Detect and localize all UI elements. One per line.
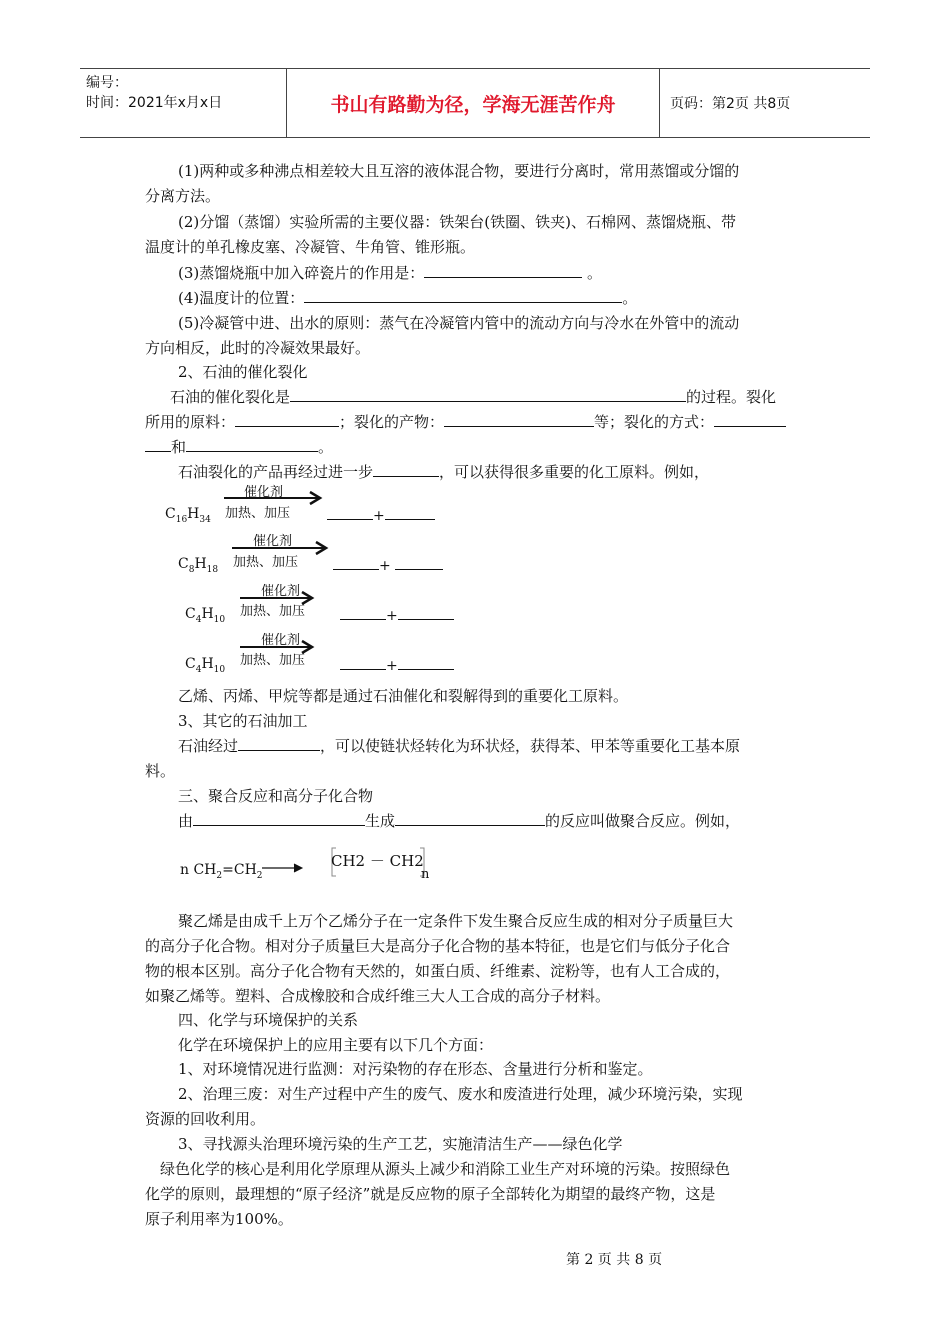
section-heading: 四、化学与环境保护的关系 <box>178 1011 359 1029</box>
reaction-arrow <box>262 862 306 874</box>
paragraph-line <box>178 288 843 308</box>
paragraph-line: (1)两种或多种沸点相差较大且互溶的液体混合物，要进行分离时，常用蒸馏或分馏的 <box>178 162 740 180</box>
paragraph-line: 绿色化学的核心是利用化学原理从源头上减少和消除工业生产对环境的污染。按照绿色 <box>160 1160 731 1178</box>
answer-blank[interactable] <box>385 505 435 520</box>
question-text: ，可以获得很多重要的化工原料。例如， <box>439 463 710 481</box>
catalyst-label: 催化剂 <box>261 633 301 648</box>
condition-label: 加热、加压 <box>225 506 291 521</box>
answer-blank[interactable] <box>395 811 545 826</box>
answer-blank[interactable] <box>304 288 622 303</box>
condition-label: 加热、加压 <box>233 555 299 570</box>
answer-blank[interactable] <box>145 437 171 452</box>
answer-blank[interactable] <box>333 555 379 570</box>
catalyst-label: 催化剂 <box>253 534 293 549</box>
section-heading: 3、其它的石油加工 <box>178 712 308 730</box>
reactant-formula: $C_{16}H_{34}$ <box>165 506 211 525</box>
question-text: 所用的原料： <box>145 413 236 431</box>
polymer-reactant: n $CH_2=CH_2$ <box>180 862 263 881</box>
paragraph-line <box>178 811 843 831</box>
answer-blank[interactable] <box>186 437 318 452</box>
product-blanks: + <box>333 555 443 574</box>
paragraph-line: (5)冷凝管中进、出水的原则：蒸气在冷凝管内管中的流动方向与冷水在外管中的流动 <box>178 314 740 332</box>
question-text: 由 <box>178 812 194 830</box>
answer-blank[interactable] <box>373 462 439 477</box>
answer-blank[interactable] <box>193 811 365 826</box>
question-text: 的反应叫做聚合反应。例如， <box>545 812 741 830</box>
document-time-label: 时间：2021年x月x日 <box>86 95 223 111</box>
answer-blank[interactable] <box>395 555 443 570</box>
product-blanks: + <box>340 605 454 624</box>
paragraph-line <box>178 263 843 283</box>
punct: 。 <box>318 438 334 456</box>
reactant-formula: $C_8H_{18}$ <box>178 556 219 575</box>
paragraph-line: 物的根本区别。高分子化合物有天然的，如蛋白质、纤维素、淀粉等，也有人工合成的， <box>145 962 731 980</box>
paragraph-line: 2、治理三废：对生产过程中产生的废气、废水和废渣进行处理，减少环境污染，实现 <box>178 1085 743 1103</box>
document-number-label: 编号： <box>86 75 128 91</box>
question-text: ，可以使链状烃转化为环状烃，获得苯、甲苯等重要化工基本原 <box>320 737 741 755</box>
paragraph-line: 乙烯、丙烯、甲烷等都是通过石油催化和裂解得到的重要化工原料。 <box>178 687 629 705</box>
paragraph-line: (2)分馏（蒸馏）实验所需的主要仪器：铁架台(铁圈、铁夹)、石棉网、蒸馏烧瓶、带 <box>178 213 736 231</box>
paragraph-line <box>170 387 835 407</box>
catalyst-label: 催化剂 <box>244 485 284 500</box>
question-text: 石油的催化裂化是 <box>170 388 291 406</box>
paragraph-line: 如聚乙烯等。塑料、合成橡胶和合成纤维三大人工合成的高分子材料。 <box>145 987 611 1005</box>
product-blanks: + <box>327 505 435 524</box>
paragraph-line: 分离方法。 <box>145 187 221 205</box>
section-heading: 三、聚合反应和高分子化合物 <box>178 787 374 805</box>
paragraph-line: 原子利用率为100%。 <box>145 1210 293 1228</box>
product-blanks: + <box>340 655 454 674</box>
paragraph-line: 的高分子化合物。相对分子质量巨大是高分子化合物的基本特征，也是它们与低分子化合 <box>145 937 731 955</box>
polymer-n: n <box>421 867 430 882</box>
paragraph-line: 化学的原则，最理想的“原子经济”就是反应物的原子全部转化为期望的最终产物，这是 <box>145 1185 716 1203</box>
question-text: (4)温度计的位置： <box>178 289 305 307</box>
polymer-product: CH2 － CH2 <box>331 852 424 870</box>
answer-blank[interactable] <box>398 655 454 670</box>
answer-blank[interactable] <box>238 736 320 751</box>
reactant-formula: $C_4H_{10}$ <box>185 606 226 625</box>
paragraph-line <box>178 462 843 482</box>
header-motto: 书山有路勤为径，学海无涯苦作舟 <box>287 69 660 137</box>
paragraph-line: 温度计的单孔橡皮塞、冷凝管、牛角管、锥形瓶。 <box>145 238 476 256</box>
paragraph-line: 3、寻找源头治理环境污染的生产工艺，实施清洁生产——绿色化学 <box>178 1135 623 1153</box>
answer-blank[interactable] <box>235 412 339 427</box>
answer-blank[interactable] <box>340 655 386 670</box>
paragraph-line: 化学在环境保护上的应用主要有以下几个方面： <box>178 1036 494 1054</box>
answer-blank[interactable] <box>398 605 454 620</box>
question-text: 石油裂化的产品再经过进一步 <box>178 463 374 481</box>
paragraph-line: 1、对环境情况进行监测：对污染物的存在形态、含量进行分析和鉴定。 <box>178 1060 653 1078</box>
question-text: 石油经过 <box>178 737 239 755</box>
answer-blank[interactable] <box>444 412 594 427</box>
catalyst-label: 催化剂 <box>261 584 301 599</box>
answer-blank[interactable] <box>424 263 582 278</box>
question-text: (3)蒸馏烧瓶中加入碎瓷片的作用是： <box>178 264 425 282</box>
answer-blank[interactable] <box>327 505 373 520</box>
paragraph-line <box>178 736 843 756</box>
punct: 。 <box>622 289 638 307</box>
condition-label: 加热、加压 <box>240 653 306 668</box>
paragraph-line <box>145 412 810 432</box>
paragraph-line: 料。 <box>145 762 176 780</box>
page-footer: 第 2 页 共 8 页 <box>566 1252 663 1268</box>
punct: 。 <box>587 264 603 282</box>
header-meta <box>80 69 287 137</box>
paragraph-line: 方向相反，此时的冷凝效果最好。 <box>145 339 371 357</box>
question-text: 等；裂化的方式： <box>594 413 715 431</box>
question-text: ；裂化的产物： <box>339 413 445 431</box>
question-text: 和 <box>171 438 187 456</box>
answer-blank[interactable] <box>714 412 786 427</box>
reactant-formula: $C_4H_{10}$ <box>185 656 226 675</box>
paragraph-line <box>145 437 810 457</box>
question-text: 的过程。裂化 <box>686 388 777 406</box>
section-heading: 2、石油的催化裂化 <box>178 363 308 381</box>
page-header <box>80 68 870 138</box>
condition-label: 加热、加压 <box>240 604 306 619</box>
question-text: 生成 <box>365 812 396 830</box>
paragraph-line: 聚乙烯是由成千上万个乙烯分子在一定条件下发生聚合反应生成的相对分子质量巨大 <box>178 912 734 930</box>
answer-blank[interactable] <box>340 605 386 620</box>
answer-blank[interactable] <box>290 387 686 402</box>
header-page-info: 页码：第2页 共8页 <box>670 96 791 112</box>
paragraph-line: 资源的回收利用。 <box>145 1110 266 1128</box>
